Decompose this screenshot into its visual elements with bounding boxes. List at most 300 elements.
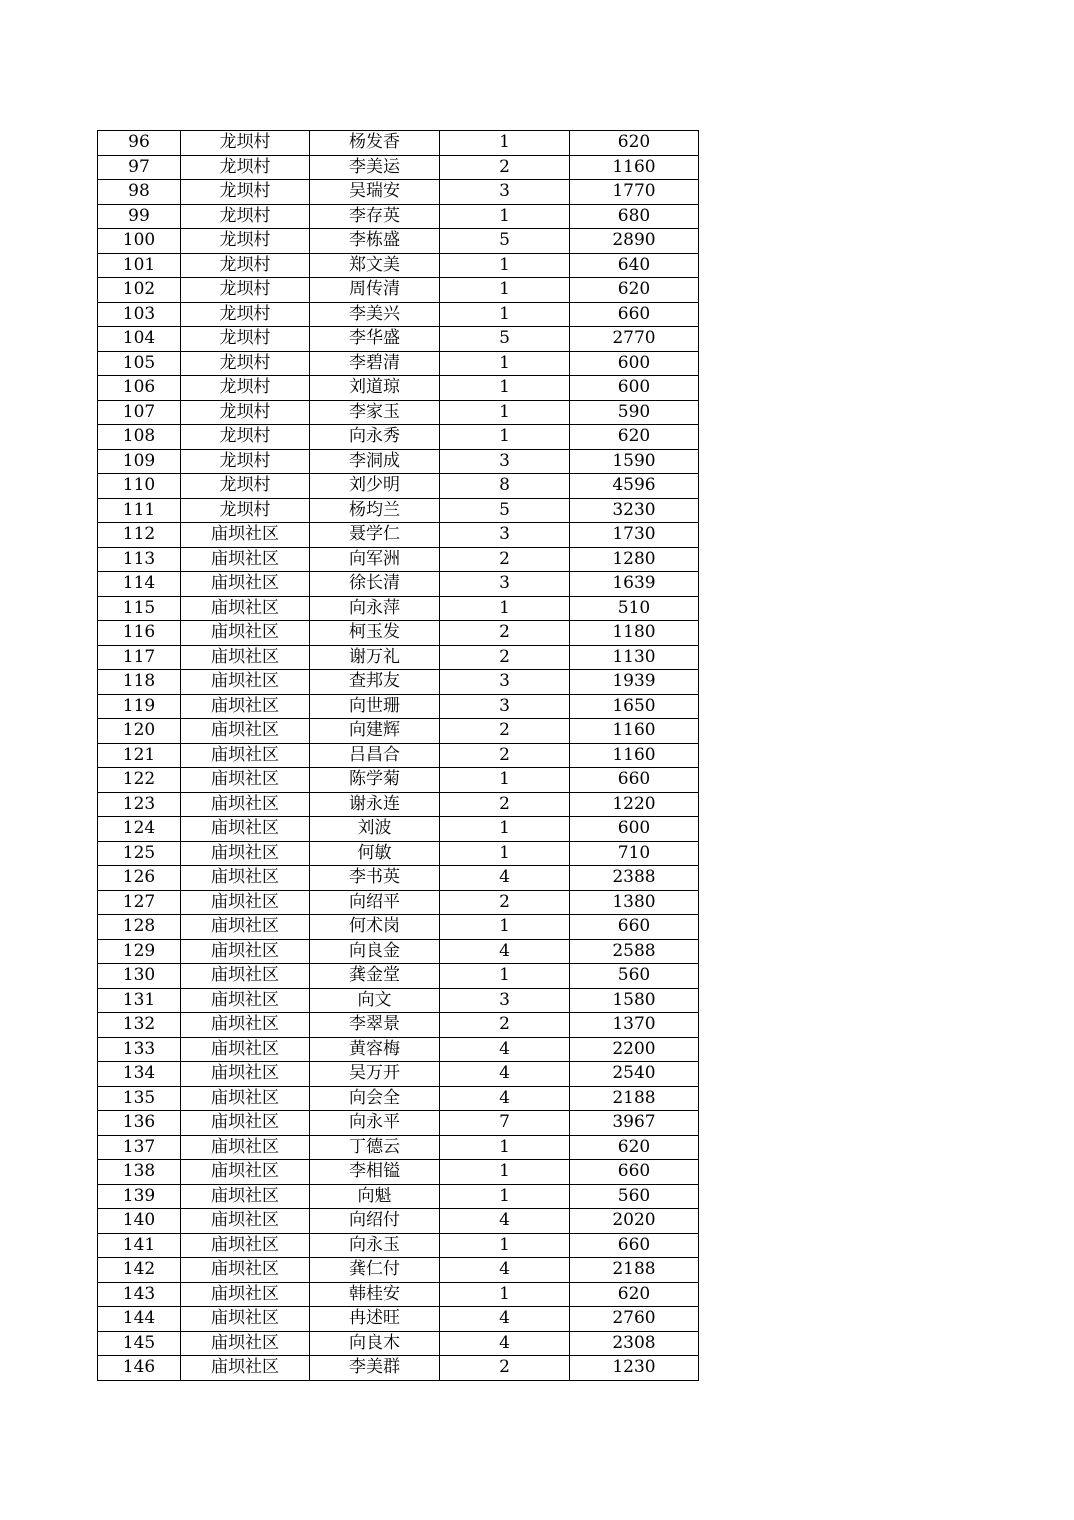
row-number-cell: 142	[98, 1258, 181, 1283]
amount-cell: 1380	[570, 890, 699, 915]
table-row	[98, 939, 699, 964]
row-number-cell: 143	[98, 1282, 181, 1307]
village-cell: 庙坝社区	[181, 694, 310, 719]
name-cell: 柯玉发	[310, 621, 440, 646]
amount-cell: 710	[570, 841, 699, 866]
table-row	[98, 1356, 699, 1381]
amount-cell: 660	[570, 1160, 699, 1185]
village-cell: 庙坝社区	[181, 621, 310, 646]
amount-cell: 1730	[570, 523, 699, 548]
amount-cell: 510	[570, 596, 699, 621]
name-cell: 向永玉	[310, 1233, 440, 1258]
row-number-cell: 144	[98, 1307, 181, 1332]
amount-cell: 3230	[570, 498, 699, 523]
name-cell: 李华盛	[310, 327, 440, 352]
row-number-cell: 102	[98, 278, 181, 303]
village-cell: 庙坝社区	[181, 866, 310, 891]
village-cell: 龙坝村	[181, 425, 310, 450]
table-row	[98, 964, 699, 989]
row-number-cell: 112	[98, 523, 181, 548]
name-cell: 向魁	[310, 1184, 440, 1209]
household-count-cell: 2	[440, 547, 570, 572]
name-cell: 李存英	[310, 204, 440, 229]
row-number-cell: 99	[98, 204, 181, 229]
amount-cell: 600	[570, 376, 699, 401]
row-number-cell: 105	[98, 351, 181, 376]
amount-cell: 620	[570, 425, 699, 450]
name-cell: 徐长清	[310, 572, 440, 597]
table-row	[98, 1160, 699, 1185]
village-cell: 庙坝社区	[181, 1062, 310, 1087]
village-cell: 庙坝社区	[181, 523, 310, 548]
table-row	[98, 915, 699, 940]
name-cell: 向军洲	[310, 547, 440, 572]
village-cell: 庙坝社区	[181, 596, 310, 621]
table-row	[98, 645, 699, 670]
village-cell: 庙坝社区	[181, 1013, 310, 1038]
table-row	[98, 302, 699, 327]
household-count-cell: 1	[440, 278, 570, 303]
name-cell: 李相镒	[310, 1160, 440, 1185]
household-count-cell: 5	[440, 327, 570, 352]
amount-cell: 1770	[570, 180, 699, 205]
name-cell: 吴瑞安	[310, 180, 440, 205]
table-row	[98, 1111, 699, 1136]
name-cell: 龚金堂	[310, 964, 440, 989]
village-cell: 庙坝社区	[181, 1356, 310, 1381]
village-cell: 庙坝社区	[181, 1184, 310, 1209]
household-count-cell: 1	[440, 1282, 570, 1307]
row-number-cell: 125	[98, 841, 181, 866]
name-cell: 陈学菊	[310, 768, 440, 793]
household-count-cell: 2	[440, 719, 570, 744]
household-count-cell: 5	[440, 229, 570, 254]
household-count-cell: 1	[440, 1135, 570, 1160]
household-count-cell: 3	[440, 988, 570, 1013]
name-cell: 聂学仁	[310, 523, 440, 548]
row-number-cell: 120	[98, 719, 181, 744]
village-cell: 龙坝村	[181, 131, 310, 156]
amount-cell: 560	[570, 964, 699, 989]
table-row	[98, 621, 699, 646]
amount-cell: 1160	[570, 155, 699, 180]
village-cell: 庙坝社区	[181, 719, 310, 744]
row-number-cell: 128	[98, 915, 181, 940]
name-cell: 冉述旺	[310, 1307, 440, 1332]
table-row	[98, 376, 699, 401]
row-number-cell: 145	[98, 1331, 181, 1356]
household-count-cell: 4	[440, 1086, 570, 1111]
name-cell: 向良金	[310, 939, 440, 964]
household-count-cell: 1	[440, 768, 570, 793]
household-count-cell: 4	[440, 939, 570, 964]
village-cell: 龙坝村	[181, 449, 310, 474]
row-number-cell: 140	[98, 1209, 181, 1234]
amount-cell: 560	[570, 1184, 699, 1209]
table-row	[98, 155, 699, 180]
household-count-cell: 1	[440, 302, 570, 327]
table-row	[98, 1331, 699, 1356]
row-number-cell: 139	[98, 1184, 181, 1209]
table-row	[98, 204, 699, 229]
household-count-cell: 1	[440, 131, 570, 156]
amount-cell: 660	[570, 768, 699, 793]
row-number-cell: 110	[98, 474, 181, 499]
household-count-cell: 2	[440, 792, 570, 817]
village-cell: 龙坝村	[181, 302, 310, 327]
village-cell: 庙坝社区	[181, 841, 310, 866]
village-cell: 庙坝社区	[181, 743, 310, 768]
name-cell: 刘波	[310, 817, 440, 842]
amount-cell: 620	[570, 1135, 699, 1160]
name-cell: 郑文美	[310, 253, 440, 278]
village-cell: 龙坝村	[181, 351, 310, 376]
amount-cell: 1580	[570, 988, 699, 1013]
amount-cell: 2020	[570, 1209, 699, 1234]
village-cell: 庙坝社区	[181, 988, 310, 1013]
row-number-cell: 109	[98, 449, 181, 474]
name-cell: 李栋盛	[310, 229, 440, 254]
household-count-cell: 4	[440, 1307, 570, 1332]
amount-cell: 2188	[570, 1086, 699, 1111]
village-cell: 龙坝村	[181, 204, 310, 229]
row-number-cell: 141	[98, 1233, 181, 1258]
name-cell: 向绍平	[310, 890, 440, 915]
household-count-cell: 1	[440, 376, 570, 401]
row-number-cell: 137	[98, 1135, 181, 1160]
row-number-cell: 108	[98, 425, 181, 450]
table-row	[98, 278, 699, 303]
row-number-cell: 117	[98, 645, 181, 670]
household-count-cell: 3	[440, 449, 570, 474]
row-number-cell: 131	[98, 988, 181, 1013]
amount-cell: 1639	[570, 572, 699, 597]
household-count-cell: 1	[440, 964, 570, 989]
village-cell: 庙坝社区	[181, 964, 310, 989]
village-cell: 庙坝社区	[181, 890, 310, 915]
table-row	[98, 229, 699, 254]
household-count-cell: 1	[440, 841, 570, 866]
row-number-cell: 96	[98, 131, 181, 156]
household-count-cell: 1	[440, 1233, 570, 1258]
name-cell: 向永秀	[310, 425, 440, 450]
amount-cell: 2890	[570, 229, 699, 254]
household-count-cell: 2	[440, 645, 570, 670]
household-count-cell: 1	[440, 1160, 570, 1185]
name-cell: 刘少明	[310, 474, 440, 499]
name-cell: 杨均兰	[310, 498, 440, 523]
row-number-cell: 100	[98, 229, 181, 254]
village-cell: 庙坝社区	[181, 915, 310, 940]
village-cell: 庙坝社区	[181, 1111, 310, 1136]
household-count-cell: 3	[440, 694, 570, 719]
table-row	[98, 890, 699, 915]
amount-cell: 620	[570, 131, 699, 156]
row-number-cell: 123	[98, 792, 181, 817]
name-cell: 向永萍	[310, 596, 440, 621]
name-cell: 吴万开	[310, 1062, 440, 1087]
table-row	[98, 817, 699, 842]
table-row	[98, 1184, 699, 1209]
village-cell: 庙坝社区	[181, 572, 310, 597]
table-row	[98, 498, 699, 523]
table-row	[98, 1209, 699, 1234]
amount-cell: 590	[570, 400, 699, 425]
name-cell: 李书英	[310, 866, 440, 891]
table-row	[98, 866, 699, 891]
amount-cell: 2188	[570, 1258, 699, 1283]
name-cell: 周传清	[310, 278, 440, 303]
name-cell: 李洞成	[310, 449, 440, 474]
amount-cell: 2540	[570, 1062, 699, 1087]
table-row	[98, 425, 699, 450]
row-number-cell: 133	[98, 1037, 181, 1062]
table-row	[98, 596, 699, 621]
table-row	[98, 351, 699, 376]
amount-cell: 1590	[570, 449, 699, 474]
village-cell: 龙坝村	[181, 180, 310, 205]
village-cell: 庙坝社区	[181, 1307, 310, 1332]
amount-cell: 2588	[570, 939, 699, 964]
name-cell: 丁德云	[310, 1135, 440, 1160]
village-cell: 龙坝村	[181, 498, 310, 523]
row-number-cell: 97	[98, 155, 181, 180]
village-cell: 庙坝社区	[181, 1209, 310, 1234]
data-table	[97, 130, 699, 1381]
table-row	[98, 1233, 699, 1258]
table-body	[98, 131, 699, 1381]
name-cell: 杨发香	[310, 131, 440, 156]
village-cell: 龙坝村	[181, 229, 310, 254]
village-cell: 庙坝社区	[181, 792, 310, 817]
household-count-cell: 3	[440, 572, 570, 597]
table-row	[98, 792, 699, 817]
name-cell: 何术岗	[310, 915, 440, 940]
household-count-cell: 2	[440, 743, 570, 768]
name-cell: 韩桂安	[310, 1282, 440, 1307]
name-cell: 何敏	[310, 841, 440, 866]
amount-cell: 2760	[570, 1307, 699, 1332]
row-number-cell: 104	[98, 327, 181, 352]
village-cell: 龙坝村	[181, 376, 310, 401]
household-count-cell: 4	[440, 1209, 570, 1234]
name-cell: 黄容梅	[310, 1037, 440, 1062]
row-number-cell: 126	[98, 866, 181, 891]
name-cell: 谢永连	[310, 792, 440, 817]
table-row	[98, 1258, 699, 1283]
table-row	[98, 768, 699, 793]
amount-cell: 660	[570, 1233, 699, 1258]
village-cell: 龙坝村	[181, 327, 310, 352]
table-row	[98, 694, 699, 719]
row-number-cell: 98	[98, 180, 181, 205]
household-count-cell: 5	[440, 498, 570, 523]
name-cell: 向世珊	[310, 694, 440, 719]
household-count-cell: 2	[440, 1356, 570, 1381]
table-row	[98, 1282, 699, 1307]
table-row	[98, 1062, 699, 1087]
amount-cell: 1280	[570, 547, 699, 572]
village-cell: 龙坝村	[181, 278, 310, 303]
table-row	[98, 743, 699, 768]
village-cell: 龙坝村	[181, 400, 310, 425]
amount-cell: 1160	[570, 743, 699, 768]
household-count-cell: 1	[440, 915, 570, 940]
table-row	[98, 180, 699, 205]
row-number-cell: 101	[98, 253, 181, 278]
row-number-cell: 132	[98, 1013, 181, 1038]
name-cell: 向永平	[310, 1111, 440, 1136]
row-number-cell: 135	[98, 1086, 181, 1111]
table-row	[98, 547, 699, 572]
amount-cell: 2308	[570, 1331, 699, 1356]
village-cell: 庙坝社区	[181, 547, 310, 572]
amount-cell: 1220	[570, 792, 699, 817]
village-cell: 庙坝社区	[181, 1086, 310, 1111]
household-count-cell: 2	[440, 1013, 570, 1038]
name-cell: 刘道琼	[310, 376, 440, 401]
village-cell: 庙坝社区	[181, 1331, 310, 1356]
table-row	[98, 988, 699, 1013]
row-number-cell: 121	[98, 743, 181, 768]
row-number-cell: 124	[98, 817, 181, 842]
name-cell: 向建辉	[310, 719, 440, 744]
name-cell: 李翠景	[310, 1013, 440, 1038]
row-number-cell: 134	[98, 1062, 181, 1087]
household-count-cell: 7	[440, 1111, 570, 1136]
name-cell: 李碧清	[310, 351, 440, 376]
village-cell: 庙坝社区	[181, 1258, 310, 1283]
name-cell: 龚仁付	[310, 1258, 440, 1283]
row-number-cell: 127	[98, 890, 181, 915]
amount-cell: 620	[570, 1282, 699, 1307]
village-cell: 龙坝村	[181, 474, 310, 499]
village-cell: 庙坝社区	[181, 1233, 310, 1258]
amount-cell: 620	[570, 278, 699, 303]
row-number-cell: 146	[98, 1356, 181, 1381]
amount-cell: 640	[570, 253, 699, 278]
amount-cell: 600	[570, 351, 699, 376]
household-count-cell: 2	[440, 890, 570, 915]
row-number-cell: 136	[98, 1111, 181, 1136]
table-row	[98, 1013, 699, 1038]
village-cell: 庙坝社区	[181, 645, 310, 670]
amount-cell: 1180	[570, 621, 699, 646]
household-count-cell: 2	[440, 621, 570, 646]
household-count-cell: 4	[440, 1331, 570, 1356]
name-cell: 吕昌合	[310, 743, 440, 768]
table-row	[98, 1037, 699, 1062]
row-number-cell: 106	[98, 376, 181, 401]
household-count-cell: 1	[440, 400, 570, 425]
village-cell: 庙坝社区	[181, 1037, 310, 1062]
table-row	[98, 400, 699, 425]
amount-cell: 2200	[570, 1037, 699, 1062]
row-number-cell: 103	[98, 302, 181, 327]
row-number-cell: 116	[98, 621, 181, 646]
village-cell: 庙坝社区	[181, 1160, 310, 1185]
household-count-cell: 1	[440, 596, 570, 621]
household-count-cell: 1	[440, 425, 570, 450]
row-number-cell: 138	[98, 1160, 181, 1185]
name-cell: 李美运	[310, 155, 440, 180]
name-cell: 向会全	[310, 1086, 440, 1111]
household-count-cell: 8	[440, 474, 570, 499]
household-count-cell: 1	[440, 253, 570, 278]
row-number-cell: 113	[98, 547, 181, 572]
table-row	[98, 841, 699, 866]
table-row	[98, 1307, 699, 1332]
village-cell: 庙坝社区	[181, 1282, 310, 1307]
amount-cell: 1160	[570, 719, 699, 744]
table-row	[98, 131, 699, 156]
table-row	[98, 327, 699, 352]
table-row	[98, 474, 699, 499]
table-row	[98, 253, 699, 278]
amount-cell: 1650	[570, 694, 699, 719]
row-number-cell: 114	[98, 572, 181, 597]
amount-cell: 1230	[570, 1356, 699, 1381]
household-count-cell: 3	[440, 180, 570, 205]
row-number-cell: 107	[98, 400, 181, 425]
amount-cell: 600	[570, 817, 699, 842]
amount-cell: 680	[570, 204, 699, 229]
household-count-cell: 4	[440, 1062, 570, 1087]
row-number-cell: 115	[98, 596, 181, 621]
amount-cell: 3967	[570, 1111, 699, 1136]
name-cell: 向良木	[310, 1331, 440, 1356]
household-count-cell: 4	[440, 1258, 570, 1283]
row-number-cell: 122	[98, 768, 181, 793]
table-row	[98, 523, 699, 548]
row-number-cell: 111	[98, 498, 181, 523]
amount-cell: 660	[570, 915, 699, 940]
amount-cell: 2770	[570, 327, 699, 352]
amount-cell: 4596	[570, 474, 699, 499]
household-count-cell: 3	[440, 523, 570, 548]
household-count-cell: 1	[440, 817, 570, 842]
name-cell: 向文	[310, 988, 440, 1013]
household-count-cell: 4	[440, 866, 570, 891]
household-count-cell: 1	[440, 204, 570, 229]
village-cell: 庙坝社区	[181, 1135, 310, 1160]
household-count-cell: 4	[440, 1037, 570, 1062]
amount-cell: 660	[570, 302, 699, 327]
village-cell: 庙坝社区	[181, 768, 310, 793]
row-number-cell: 118	[98, 670, 181, 695]
amount-cell: 1939	[570, 670, 699, 695]
village-cell: 庙坝社区	[181, 939, 310, 964]
name-cell: 李美兴	[310, 302, 440, 327]
name-cell: 李家玉	[310, 400, 440, 425]
name-cell: 李美群	[310, 1356, 440, 1381]
household-count-cell: 2	[440, 155, 570, 180]
amount-cell: 2388	[570, 866, 699, 891]
row-number-cell: 130	[98, 964, 181, 989]
village-cell: 庙坝社区	[181, 817, 310, 842]
household-count-cell: 3	[440, 670, 570, 695]
row-number-cell: 119	[98, 694, 181, 719]
amount-cell: 1370	[570, 1013, 699, 1038]
village-cell: 龙坝村	[181, 253, 310, 278]
table-row	[98, 1086, 699, 1111]
name-cell: 查邦友	[310, 670, 440, 695]
village-cell: 龙坝村	[181, 155, 310, 180]
table-row	[98, 719, 699, 744]
row-number-cell: 129	[98, 939, 181, 964]
table-row	[98, 449, 699, 474]
household-count-cell: 1	[440, 1184, 570, 1209]
